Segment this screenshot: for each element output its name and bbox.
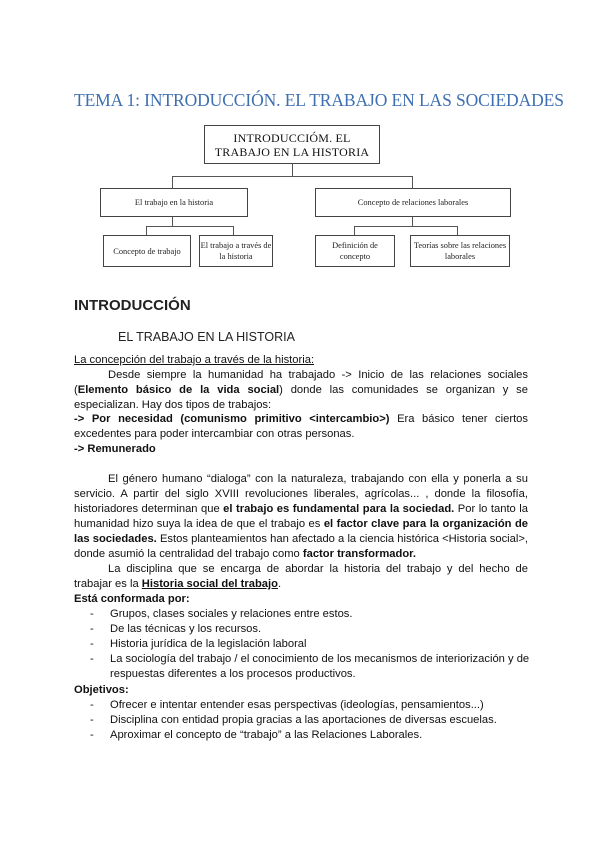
diagram-node-left: El trabajo en la historia [100, 188, 248, 217]
diagram-connector [172, 176, 413, 177]
diagram-node-right: Concepto de relaciones laborales [315, 188, 511, 217]
paragraph-2: El género humano “dialoga” con la naturaleza, trabajando con ella y ponerla a su servicio. A partir del siglo XVIII revoluciones liberales, agrícolas... , donde la filosofía, historiadores determinan que el trabajo es fundamental para la sociedad. Por lo tanto la humanidad hizo suya la idea de que el trabajo es el factor clave para la organización de las sociedades. Estos planteamientos han afectado a la ciencia histórica <Historia social>, donde asumió la centralidad del trabajo como factor transformador. [74, 473, 528, 560]
list-item: - Disciplina con entidad propia gracias a las aportaciones de diversas escuelas. [90, 714, 497, 726]
paragraph-3: La disciplina que se encarga de abordar la historia del trabajo y del hecho de trabajar es la Historia social del trabajo. [74, 563, 528, 590]
diagram-node-concepto-trabajo: Concepto de trabajo [103, 235, 191, 267]
diagram-node-trabajo-historia: El trabajo a través de la historia [199, 235, 273, 267]
subsection-heading: EL TRABAJO EN LA HISTORIA [118, 330, 295, 344]
diagram-node-definicion: Definición de concepto [315, 235, 395, 267]
list-item: - Ofrecer e intentar entender esas perspectivas (ideologías, pensamientos...) [90, 699, 484, 711]
conformada-list [74, 607, 534, 682]
paragraph-1: Desde siempre la humanidad ha trabajado -> Inicio de las relaciones sociales (Elemento básico de la vida social) donde las comunidades se organizan y se especializan. Hay dos tipos de trabajos: [74, 369, 528, 411]
list-item: - Historia jurídica de la legislación laboral [90, 638, 307, 650]
section-heading: INTRODUCCIÓN [74, 297, 191, 314]
type-remunerado: -> Remunerado [74, 443, 156, 455]
page-title: TEMA 1: INTRODUCCIÓN. EL TRABAJO EN LAS SOCIEDADES [74, 90, 564, 110]
list-item: - Grupos, clases sociales y relaciones entre estos. [90, 608, 353, 620]
subtitle: La concepción del trabajo a través de la historia: [74, 354, 315, 366]
diagram-connector [292, 164, 293, 176]
diagram-root-node: INTRODUCCIÓM. EL TRABAJO EN LA HISTORIA [204, 125, 380, 164]
list-item: - Aproximar el concepto de “trabajo” a las Relaciones Laborales. [90, 729, 423, 741]
diagram-connector [146, 226, 234, 227]
objetivos-heading: Objetivos: [74, 684, 129, 696]
list-item: - La sociología del trabajo / el conocimiento de los mecanismos de interiorización y de respuestas diferentes a los procesos productivos. [90, 653, 530, 680]
type-necesidad: -> Por necesidad (comunismo primitivo <intercambio>) Era básico tener ciertos excedentes para poder intercambiar con otras personas. [74, 413, 528, 440]
conformada-heading: Está conformada por: [74, 593, 190, 605]
diagram-connector [354, 226, 458, 227]
objetivos-list [74, 698, 534, 743]
list-item: - De las técnicas y los recursos. [90, 623, 262, 635]
diagram-node-teorias: Teorías sobre las relaciones laborales [410, 235, 510, 267]
